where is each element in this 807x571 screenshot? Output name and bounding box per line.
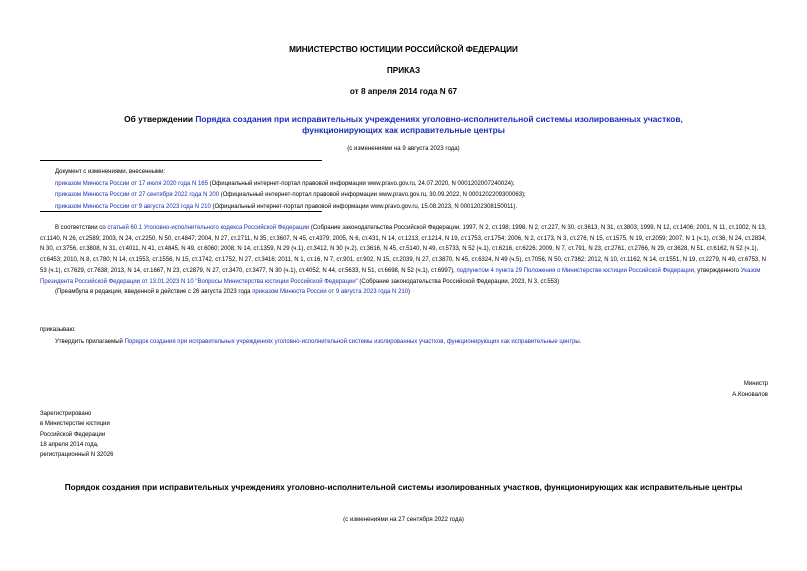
changes-intro: Документ с изменениями, внесенными: xyxy=(55,169,166,175)
document-subject xyxy=(100,114,707,136)
signature-name: А.Коновалов xyxy=(732,392,768,398)
preamble-text: , утвержденного xyxy=(693,267,741,274)
change-link[interactable]: приказом Минюста России от 17 июля 2020 года N 165 xyxy=(55,180,208,187)
subject-link[interactable]: Порядка создания при исправительных учреждениях уголовно-исполнительной системы изолированных участков, функционирующих как исправительные центры xyxy=(195,114,683,135)
registration-line: Российской Федерации xyxy=(40,431,106,438)
note-link[interactable]: приказом Минюста России от 9 августа 2023 года N 210 xyxy=(252,289,409,296)
order-label: приказываю: xyxy=(40,327,76,333)
list-item xyxy=(55,179,526,191)
ministry-heading: МИНИСТЕРСТВО ЮСТИЦИИ РОССИЙСКОЙ ФЕДЕРАЦИИ xyxy=(289,45,518,54)
changes-list xyxy=(55,167,526,213)
change-link[interactable]: приказом Минюста России от 27 сентября 2022 года N 200 xyxy=(55,192,220,198)
preamble-text: (Собрание законодательства Российской Федерации, 2023, N 3, ст.553) xyxy=(357,278,560,285)
list-item xyxy=(55,190,526,202)
change-text: (Официальный интернет-портал правовой информации www.pravo.gov.ru, 24.07.2020, N 0001202007240024); xyxy=(207,180,515,187)
edits-note: (с изменениями на 9 августа 2023 года) xyxy=(347,145,460,152)
date-number-heading: от 8 апреля 2014 года N 67 xyxy=(349,87,458,96)
order-text-start: Утвердить прилагаемый xyxy=(55,339,125,345)
doc-type-heading: ПРИКАЗ xyxy=(386,66,421,75)
registration-block xyxy=(40,409,113,460)
signature-position: Министр xyxy=(743,381,768,387)
registration-line: в Министерстве юстиции xyxy=(40,421,110,428)
order-text xyxy=(55,339,581,345)
regulation-link[interactable]: подпунктом 4 пункта 29 Положения о Министерстве юстиции Российской Федерации xyxy=(456,267,694,274)
procedure-link[interactable]: Порядок создания при исправительных учреждениях уголовно-исполнительной системы изолированных участков, функционирующих как исправительные центры xyxy=(124,339,580,345)
registration-line: Зарегистрировано xyxy=(40,411,92,417)
appendix-title: Порядок создания при исправительных учреждениях уголовно-исполнительной системы изолированных участков, функционирующих как исправительные центры xyxy=(64,483,743,492)
changes-bottom-divider xyxy=(40,211,322,212)
change-text: (Официальный интернет-портал правовой информации www.pravo.gov.ru, 30.09.2022, N 0001202209300063); xyxy=(219,192,526,198)
changes-top-divider xyxy=(40,160,322,161)
preamble-note xyxy=(40,287,768,298)
change-link[interactable]: приказом Минюста России от 9 августа 2023 года N 210 xyxy=(55,203,211,210)
order-text-end: . xyxy=(579,339,582,345)
registration-line: регистрационный N 32026 xyxy=(40,452,114,459)
signature-block xyxy=(732,379,768,401)
note-text: ) xyxy=(408,289,411,296)
appendix-edits-note: (с изменениями на 27 сентября 2022 года) xyxy=(343,516,464,523)
preamble xyxy=(40,223,768,298)
preamble-text: В соответствии со xyxy=(55,225,108,231)
change-text: (Официальный интернет-портал правовой информации www.pravo.gov.ru, 15.08.2023, N 0001202308150011). xyxy=(210,203,517,210)
preamble-text: (Собрание законодательства Российской Федерации, 1997, N 2, ст.198; 1998, N 2, ст.227, N 30, ст.3613, N 31, ст.3803; 1999, N 12, ст.1406; 2001, N 11, ст.1002, N 13, ст.1140, N 26, ст.2589; 2003, N 24, ст.2250, N 50, ст.4847; 2004, N 27, ст.2711, N 35, ст.3607, N 45, ст.4379; 2005, N 6, ст.431, N 14, ст.1213, ст.1214, N 19, ст.1753, ст.1754; 2006, N 2, ст.173, N 3, ст.276, N 15, ст.1575, N 19, ст.2059; 2007, N 1 (ч.1), ст.36, N 24, ст.2834, N 30, ст.3756, ст.3808, N 31, ст.4011, N 41, ст.4845, N 49, ст.6060; 2008, N 14, ст.1359, N 29 (ч.1), ст.3412, N 30 (ч.2), ст.3616, N 45, ст.5140, N 49, ст.5733, N 52 (ч.1), ст.6216, ст.6226; 2009, N 7, ст.791, N 23, ст.2761, ст.2766, N 29, ст.3628, N 51, ст.6162, N 52 (ч.1), ст.6453; 2010, N 8, ст.780; N 14, ст.1553, ст.1556, N 15, ст.1742, ст.1752, N 27, ст.3416; 2011, N 1, ст.16, N 7, ст.901, ст.902, N 15, ст.2039, N 27, ст.3870, N 45, ст.6324, N 49 (ч.5), ст.7056, N 50, ст.7362; 2012, N 10, ст.1162, N 14, ст.1551, N 19, ст.2279, N 49, ст.6753, N 53 (ч.1), ст.7629, ст.7638; 2013, N 14, ст.1667, N 23, ст.2879, N 27, ст.3470, ст.3477, N 30 (ч.1), ст.4052, N 44, ст.5633, N 51, ст.6698, N 52 (ч.1), ст.6997), xyxy=(40,225,767,274)
subject-prefix: Об утверждении xyxy=(124,114,196,124)
note-text: (Преамбула в редакции, введенной в действие с 26 августа 2023 года xyxy=(55,289,253,296)
registration-line: 18 апреля 2014 года, xyxy=(40,441,99,448)
decree-link[interactable]: Указом Президента Российской Федерации от 13.01.2023 N 10 "Вопросы Министерства юстиции Российской Федерации" xyxy=(40,267,761,285)
code-article-link[interactable]: статьей 60.1 Уголовно-исполнительного кодекса Российской Федерации xyxy=(107,225,310,231)
preamble-paragraph xyxy=(40,223,768,287)
